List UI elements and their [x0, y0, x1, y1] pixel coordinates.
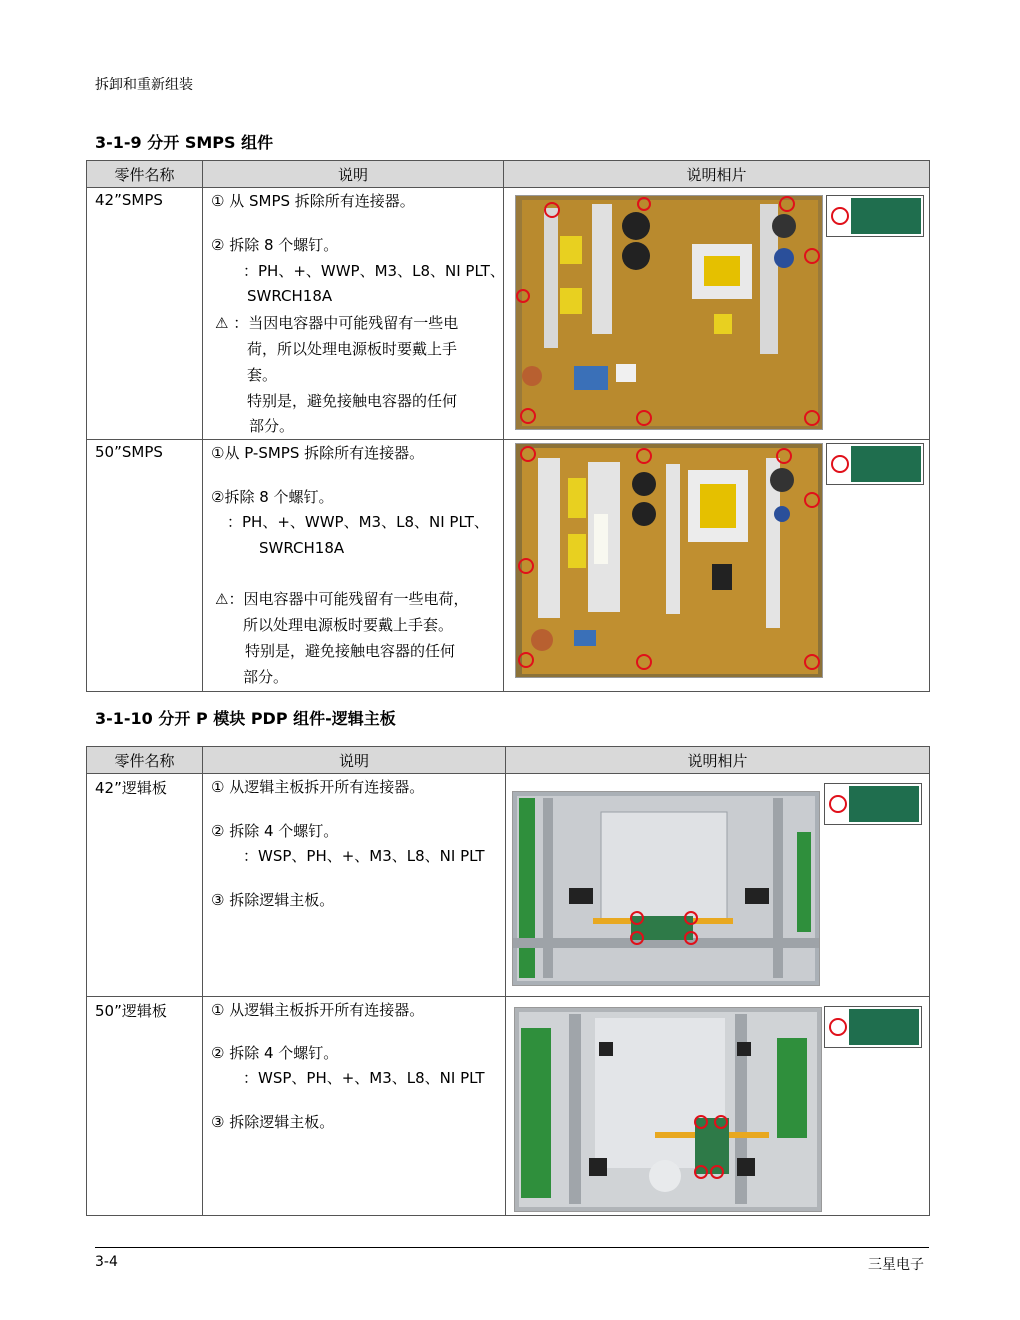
caution-text: ⚠ ：当因电容器中可能残留有一些电	[215, 314, 459, 332]
caution-text: 部分。	[243, 668, 289, 686]
step-text: ：WSP、PH、+、M3、L8、NI PLT	[243, 1069, 485, 1087]
screw-icon	[824, 1006, 922, 1048]
table-header-row	[87, 161, 930, 188]
step-text: ② 拆除 8 个螺钉。	[211, 236, 339, 254]
screw-icon	[826, 195, 924, 237]
step-text: ：PH、+、WWP、M3、L8、NI PLT、	[227, 513, 489, 531]
step-text: ① 从 SMPS 拆除所有连接器。	[211, 192, 415, 210]
part-name: 50”SMPS	[95, 443, 163, 461]
smps-table	[86, 160, 930, 692]
caution-text: ⚠：因电容器中可能残留有一些电荷，	[215, 590, 469, 608]
step-text: ：WSP、PH、+、M3、L8、NI PLT	[243, 847, 485, 865]
table-header-row	[87, 747, 930, 774]
step-text: ：PH、+、WWP、M3、L8、NI PLT、	[243, 262, 505, 280]
logic-50-photo	[514, 1007, 822, 1212]
column-header: 说明相片	[506, 747, 930, 774]
table-row	[87, 774, 930, 997]
part-name: 42”逻辑板	[95, 779, 167, 797]
footer-divider	[95, 1247, 929, 1248]
description	[203, 440, 503, 691]
step-text: ③ 拆除逻辑主板。	[211, 891, 335, 909]
step-text: SWRCH18A	[247, 287, 333, 305]
column-header: 零件名称	[87, 161, 203, 188]
step-text: ① 从逻辑主板拆开所有连接器。	[211, 778, 425, 796]
caution-text: 荷，所以处理电源板时要戴上手	[247, 340, 458, 358]
smps-42-photo	[515, 195, 823, 430]
table-row	[87, 440, 930, 692]
section-title-logic: 3-1-10 分开 P 模块 PDP 组件-逻辑主板	[95, 709, 396, 728]
table-row	[87, 188, 930, 440]
caution-text: 特别是，避免接触电容器的任何	[245, 642, 456, 660]
page-number: 3-4	[95, 1254, 118, 1270]
caution-text: 套。	[247, 366, 278, 384]
description	[203, 997, 505, 1215]
step-text: ② 拆除 4 个螺钉。	[211, 1044, 339, 1062]
step-text: SWRCH18A	[259, 539, 345, 557]
logic-42-photo	[512, 791, 820, 986]
step-text: ② 拆除 4 个螺钉。	[211, 822, 339, 840]
section-title-smps: 3-1-9 分开 SMPS 组件	[95, 133, 274, 152]
step-text: ②拆除 8 个螺钉。	[211, 488, 334, 506]
step-text: ③ 拆除逻辑主板。	[211, 1113, 335, 1131]
step-text: ① 从逻辑主板拆开所有连接器。	[211, 1001, 425, 1019]
column-header: 说明	[203, 161, 504, 188]
screw-icon	[826, 443, 924, 485]
column-header: 说明相片	[504, 161, 930, 188]
caution-text: 特别是，避免接触电容器的任何	[247, 392, 458, 410]
description	[203, 188, 503, 439]
description	[203, 774, 505, 996]
part-name: 50”逻辑板	[95, 1002, 167, 1020]
company-name: 三星电子	[868, 1257, 924, 1273]
caution-text: 部分。	[249, 417, 295, 435]
screw-icon	[824, 783, 922, 825]
part-name: 42”SMPS	[95, 191, 163, 209]
page-header: 拆卸和重新组装	[95, 77, 193, 93]
caution-text: 所以处理电源板时要戴上手套。	[243, 616, 454, 634]
table-row	[87, 997, 930, 1216]
logic-table	[86, 746, 930, 1216]
step-text: ①从 P-SMPS 拆除所有连接器。	[211, 444, 425, 462]
smps-50-photo	[515, 443, 823, 678]
column-header: 说明	[203, 747, 506, 774]
column-header: 零件名称	[87, 747, 203, 774]
